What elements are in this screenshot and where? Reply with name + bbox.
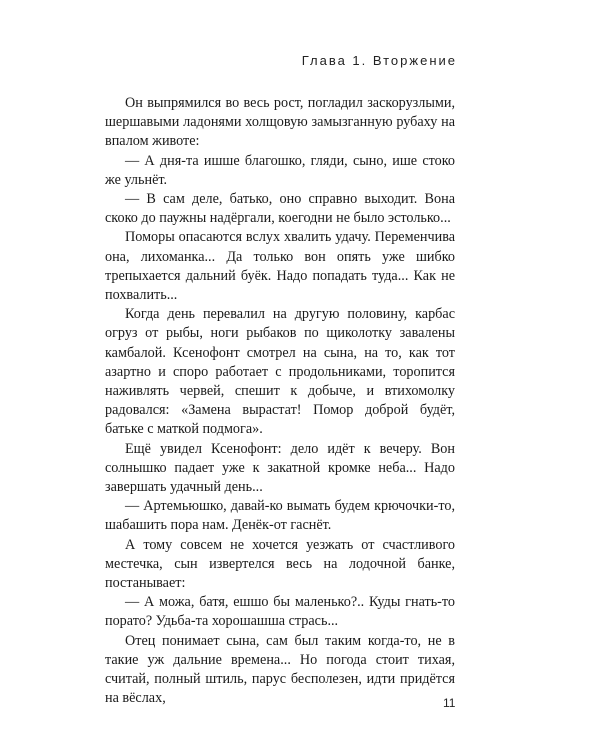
paragraph: Ещё увидел Ксенофонт: дело идёт к вечеру. Вон солнышко падает уже к закатной кромке неба... Надо завершать удачный день... (105, 440, 455, 496)
page-number: 11 (443, 696, 456, 710)
paragraph: Отец понимает сына, сам был таким когда-то, не в такие уж дальние времена... Но погода стоит тихая, считай, полный штиль, парус бесполезен, идти придётся на вёслах, (105, 632, 455, 707)
paragraph: Когда день перевалил на другую половину, карбас огруз от рыбы, ноги рыбаков по щиколотку завалены камбалой. Ксенофонт смотрел на сына, на то, как тот азартно и споро работает с продольниками, торопится наживлять червей, спешит к добыче, и втихомолку радовался: «Замена вырастат! Помор доброй будёт, батьке с маткой подмога». (105, 306, 455, 438)
dialogue-paragraph: — А можа, батя, ешшо бы маленько?.. Куды гнать-то порато? Удьба-та хорошашша стрась... (105, 594, 455, 630)
body-text (105, 94, 455, 709)
paragraph: Он выпрямился во весь рост, погладил заскорузлыми, шершавыми ладонями холщовую замызганную рубаху на впалом животе: (105, 95, 455, 150)
running-header: Глава 1. Вторжение (301, 53, 457, 68)
paragraph: Поморы опасаются вслух хвалить удачу. Переменчива она, лихоманка... Да только вон опять уже шибко трепыхается дальний буёк. Надо попадать туда... Как не похвалить... (105, 229, 455, 304)
paragraph: А тому совсем не хочется уезжать от счастливого местечка, сын извертелся весь на лодочной банке, постанывает: (105, 536, 455, 592)
dialogue-paragraph: — В сам деле, батько, оно справно выходит. Вона скоко до паужны надёргали, коегодни не было эстолько... (105, 191, 455, 227)
dialogue-paragraph: — А дня-та ишше благошко, гляди, сыно, ише стоко же ульнёт. (105, 152, 455, 188)
dialogue-paragraph: — Артемьюшко, давай-ко вымать будем крючочки-то, шабашить пора нам. Денёк-от гаснёт. (105, 498, 455, 534)
